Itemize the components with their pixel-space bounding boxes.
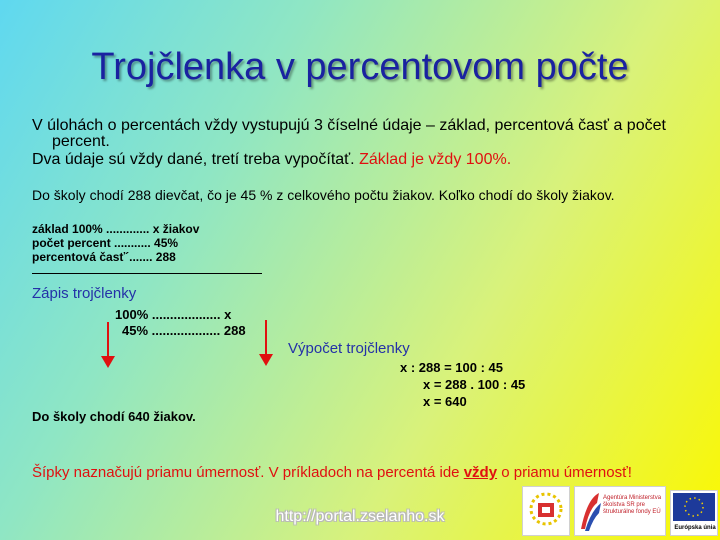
data-row-part: percentová časť´....... 288 — [32, 250, 176, 264]
ribbon-icon — [577, 489, 603, 535]
problem-statement: Do školy chodí 288 dievčat, čo je 45 % z celkového počtu žiakov. Koľko chodí do školy žiakov. — [32, 187, 615, 203]
vypocet-row-3: x = 640 — [423, 394, 467, 409]
data-row-base: základ 100% ............. x žiakov — [32, 222, 200, 236]
vypocet-row-2: x = 288 . 100 : 45 — [423, 377, 526, 392]
zapis-row-2: 45% ................... 288 — [122, 323, 246, 338]
school-logo — [522, 486, 570, 536]
eu-flag-icon — [671, 491, 717, 523]
eu-logo — [670, 490, 718, 536]
eu-logo-text: Európska únia — [674, 525, 716, 531]
intro-line-2: percent. — [52, 133, 110, 150]
intro-line-1: V úlohách o percentách vždy vystupujú 3 číselné údaje – základ, percentová časť a počet — [32, 117, 666, 134]
answer: Do školy chodí 640 žiakov. — [32, 409, 196, 424]
data-row-percent: počet percent ........... 45% — [32, 236, 179, 250]
note-text-after: o priamu úmernosť! — [497, 464, 632, 481]
page-title: Trojčlenka v percentovom počte — [91, 46, 629, 88]
note-text-before: Šípky naznačujú priamu úmernosť. V príkladoch na percentá ide — [32, 464, 464, 481]
down-arrow-icon-right — [256, 318, 276, 368]
agency-logo-text: Agentúra Ministerstva školstva SR pre štrukturálne fondy EÚ — [603, 495, 662, 515]
vypocet-row-1: x : 288 = 100 : 45 — [400, 360, 503, 375]
note-highlight: vždy — [463, 464, 498, 481]
vypocet-label: Výpočet trojčlenky — [288, 340, 410, 357]
agency-logo — [574, 486, 666, 536]
star-wreath-icon — [523, 487, 569, 535]
intro-line-3-highlight: Základ je vždy 100%. — [359, 151, 512, 168]
zapis-label: Zápis trojčlenky — [32, 285, 137, 302]
intro-line-3-text: Dva údaje sú vždy dané, tretí treba vypočítať. — [32, 151, 360, 168]
intro-line-3 — [32, 151, 511, 169]
zapis-row-1: 100% ................... x — [115, 307, 232, 322]
note — [32, 464, 632, 481]
divider-line — [32, 273, 262, 274]
footer-url-link[interactable]: http://portal.zselanho.sk — [275, 508, 445, 525]
down-arrow-icon-left — [98, 320, 118, 370]
